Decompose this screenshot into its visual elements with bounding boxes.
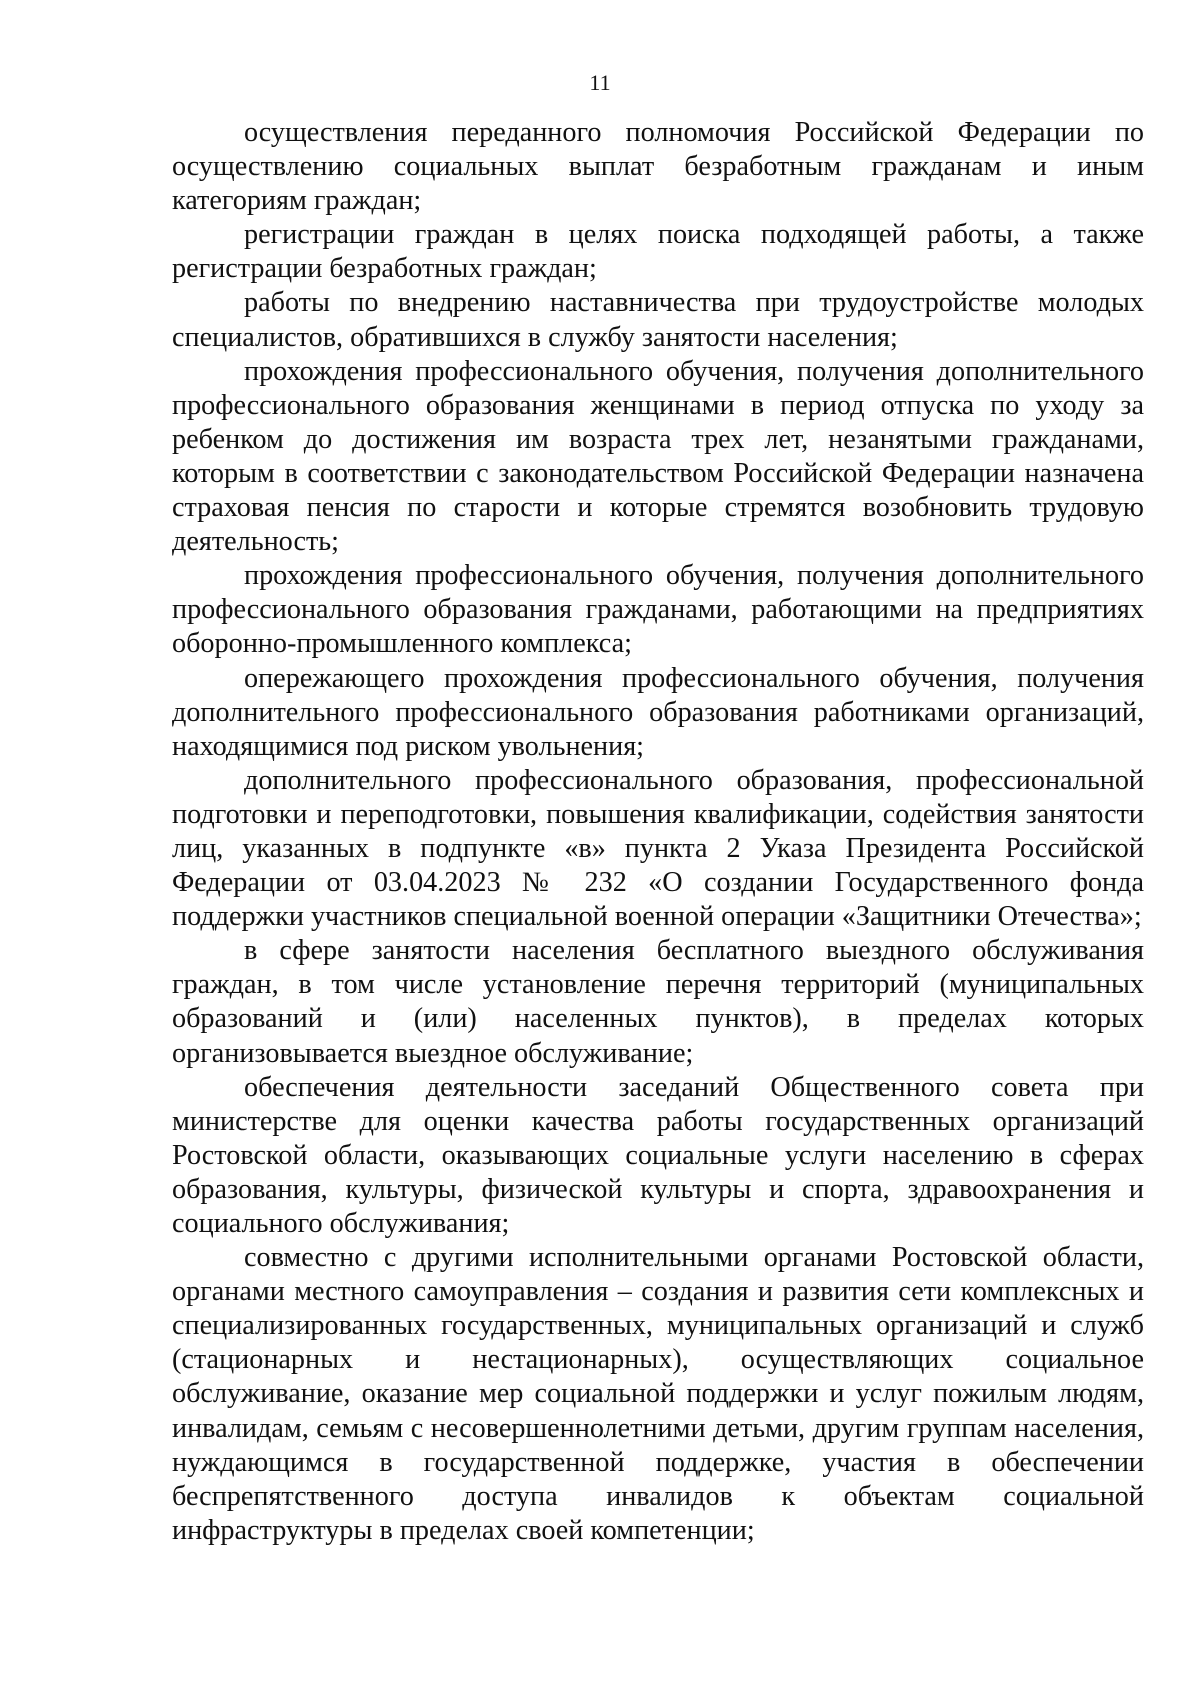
paragraph: прохождения профессионального обучения, получения дополнительного профессионального образования гражданами, работающими на предприятиях оборонно-промышленного комплекса; xyxy=(172,560,1144,660)
paragraph: опережающего прохождения профессионального обучения, получения дополнительного профессионального образования работниками организаций, находящимися под риском увольнения; xyxy=(172,662,1144,762)
paragraph: прохождения профессионального обучения, получения дополнительного профессионального образования женщинами в период отпуска по уходу за ребенком до достижения им возраста трех лет, незанятыми гражданами, которым в соответствии с законодательством Российской Федерации назначена страховая пенсия по старости и которые стремятся возобновить трудовую деятельность; xyxy=(172,355,1144,558)
document-body xyxy=(172,116,1144,1548)
paragraph: дополнительного профессионального образования, профессиональной подготовки и переподготовки, повышения квалификации, содействия занятости лиц, указанных в подпункте «в» пункта 2 Указа Президента Российской Федерации от 03.04.2023 № 232 «О создании Государственного фонда поддержки участников специальной военной операции «Защитники Отечества»; xyxy=(172,764,1144,933)
paragraph: в сфере занятости населения бесплатного выездного обслуживания граждан, в том числе установление перечня территорий (муниципальных образований и (или) населенных пунктов), в пределах которых организовывается выездное обслуживание; xyxy=(172,935,1144,1069)
paragraph: обеспечения деятельности заседаний Общественного совета при министерстве для оценки качества работы государственных организаций Ростовской области, оказывающих социальные услуги населению в сферах образования, культуры, физической культуры и спорта, здравоохранения и социального обслуживания; xyxy=(172,1071,1144,1239)
page-number: 11 xyxy=(589,70,611,95)
paragraph: работы по внедрению наставничества при трудоустройстве молодых специалистов, обратившихся в службу занятости населения; xyxy=(172,287,1144,353)
paragraph: осуществления переданного полномочия Российской Федерации по осуществлению социальных выплат безработным гражданам и иным категориям граждан; xyxy=(172,117,1144,217)
paragraph: регистрации граждан в целях поиска подходящей работы, а также регистрации безработных граждан; xyxy=(172,219,1144,285)
paragraph: совместно с другими исполнительными органами Ростовской области, органами местного самоуправления – создания и развития сети комплексных и специализированных государственных, муниципальных организаций и служб (стационарных и нестационарных), осуществляющих социальное обслуживание, оказание мер социальной поддержки и услуг пожилым людям, инвалидам, семьям с несовершеннолетними детьми, другим группам населения, нуждающимся в государственной поддержке, участия в обеспечении беспрепятственного доступа инвалидов к объектам социальной инфраструктуры в пределах своей компетенции; xyxy=(172,1242,1144,1546)
